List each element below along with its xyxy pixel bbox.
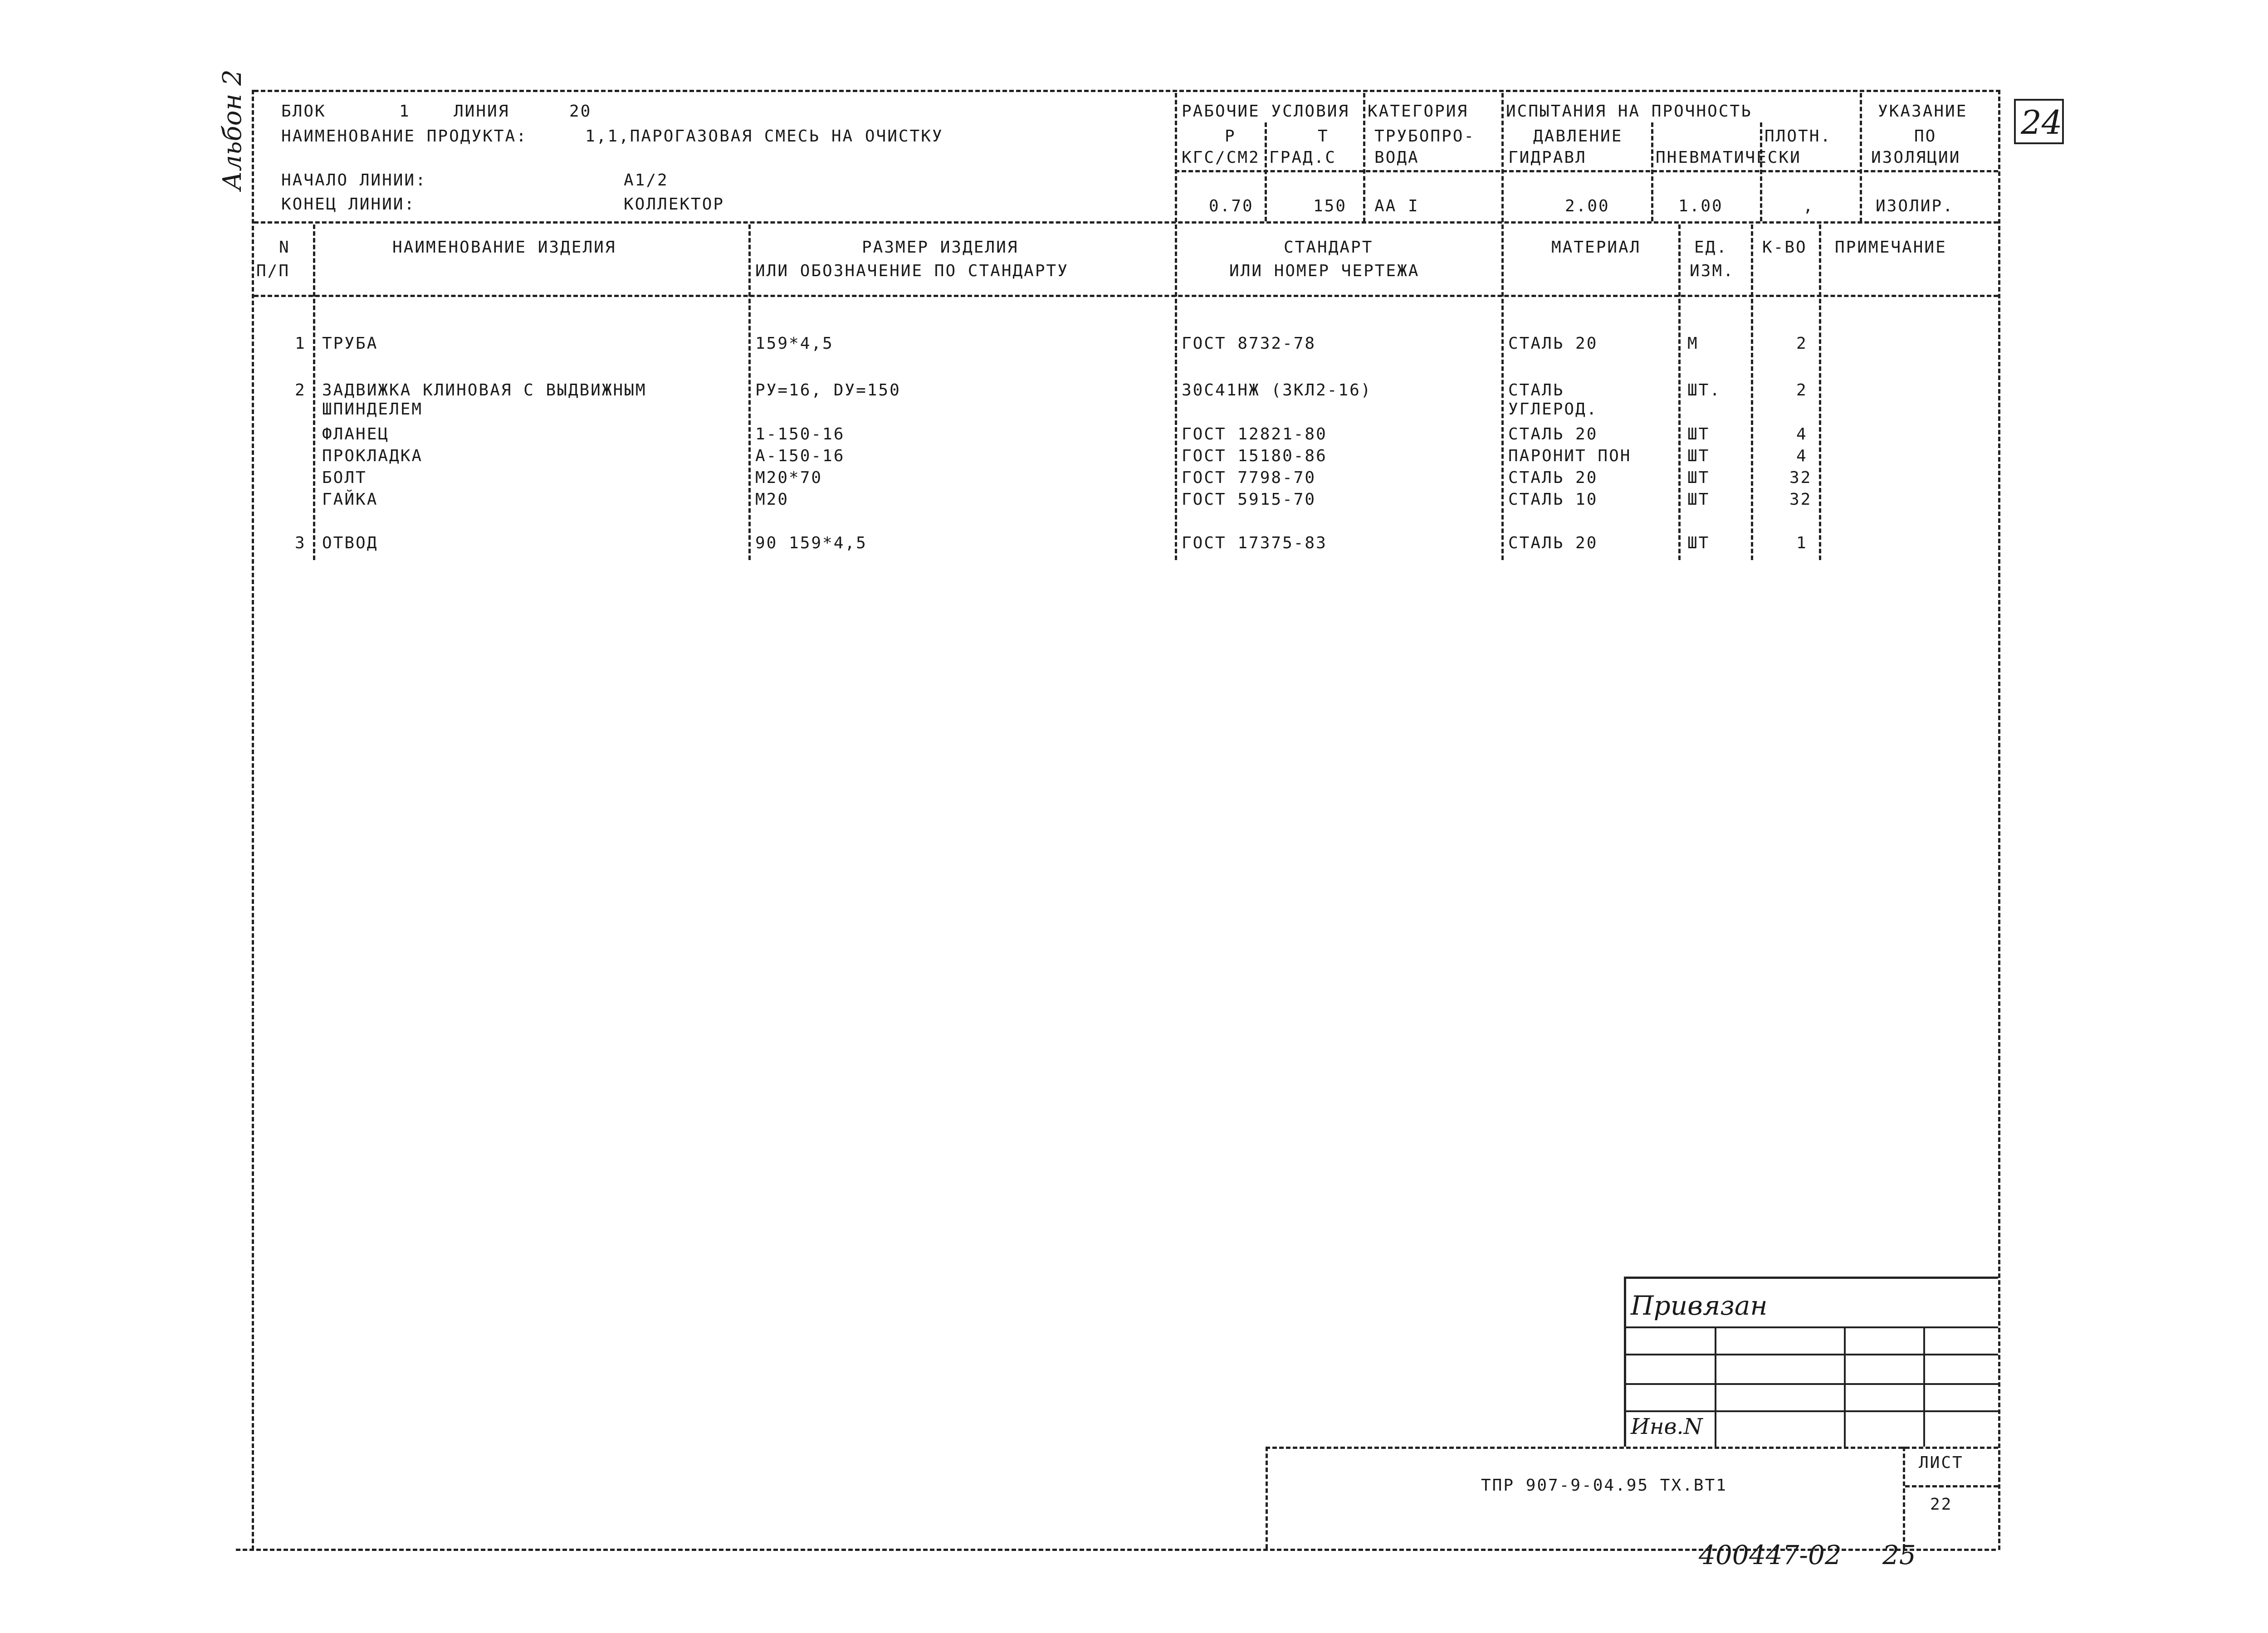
stamp-grid-h3 [1624,1383,1998,1385]
end-label: КОНЕЦ ЛИНИИ: [281,195,416,214]
tests-title: ИСПЫТАНИЯ НА ПРОЧНОСТЬ [1506,102,1752,121]
product-value: 1,1,ПАРОГАЗОВАЯ СМЕСЬ НА ОЧИСТКУ [585,127,943,146]
value-density: , [1803,197,1814,215]
row-qty: 32 [1789,490,1812,509]
row-material: СТАЛЬ 10 [1508,490,1598,509]
row-material: УГЛЕРОД. [1508,400,1598,419]
block-label: БЛОК [281,102,326,121]
row-unit: ШТ. [1687,381,1721,400]
pneumatic-label: ПНЕВМАТИЧЕСКИ [1656,148,1801,167]
row-name: ОТВОД [322,534,378,552]
header-div-pn [1760,122,1762,221]
col-div-name [748,224,751,560]
sheet-number-box-value: 24 [2021,103,2063,141]
line-label: ЛИНИЯ [454,102,510,121]
row-qty: 4 [1796,425,1808,444]
col-note: ПРИМЕЧАНИЕ [1835,238,1947,257]
category-l3: ВОДА [1374,148,1419,167]
col-std-l1: СТАНДАРТ [1284,238,1374,257]
header-div-hyd [1651,122,1653,221]
stamp-grid-v1 [1715,1326,1716,1447]
row-name: БОЛТ [322,468,367,487]
header-div-p [1265,122,1267,221]
title-block-left [1266,1447,1268,1549]
row-qty: 2 [1796,381,1808,400]
category-l1: КАТЕГОРИЯ [1368,102,1469,121]
value-pneumatic: 1.00 [1678,197,1723,215]
col-qty: К-ВО [1762,238,1807,257]
row-material: ПАРОНИТ ПОН [1508,447,1632,465]
row-unit: ШТ [1687,490,1710,509]
stamp-grid-h4 [1624,1410,1998,1412]
row-material: СТАЛЬ 20 [1508,334,1598,353]
col-size-l1: РАЗМЕР ИЗДЕЛИЯ [862,238,1019,257]
row-std: ГОСТ 7798-70 [1182,468,1316,487]
row-std: ГОСТ 15180-86 [1182,447,1327,465]
row-std: ГОСТ 8732-78 [1182,334,1316,353]
insulation-l1: УКАЗАНИЕ [1878,102,1968,121]
density-label: ПЛОТН. [1765,127,1832,146]
t-unit: ГРАД.С [1269,148,1337,167]
row-std: ГОСТ 17375-83 [1182,534,1327,552]
value-hydraulic: 2.00 [1565,197,1610,215]
footer-page: 25 [1882,1540,1916,1570]
row-qty: 1 [1796,534,1808,552]
stamp-inv-label: Инв.N [1631,1414,1703,1439]
col-size-l2: ИЛИ ОБОЗНАЧЕНИЕ ПО СТАНДАРТУ [755,262,1069,280]
stamp-privyazan-top [1624,1277,1998,1279]
frame-right [1998,90,2000,1550]
col-div-unit [1751,224,1753,560]
frame-left [252,90,254,1550]
hydraulic-label: ГИДРАВЛ [1508,148,1587,167]
row-size: 159*4,5 [755,334,834,353]
row-unit: ШТ [1687,425,1710,444]
start-value: А1/2 [624,171,669,190]
column-header-bottom [254,295,1998,297]
row-size: М20 [755,490,789,509]
col-unit-l1: ЕД. [1694,238,1728,257]
col-div-num [313,224,315,560]
stamp-grid-v3 [1923,1326,1925,1447]
product-label: НАИМЕНОВАНИЕ ПРОДУКТА: [281,127,528,146]
row-qty: 4 [1796,447,1808,465]
row-size: 1-150-16 [755,425,845,444]
col-div-material [1678,224,1681,560]
title-block-top [1266,1447,1998,1449]
row-material: СТАЛЬ 20 [1508,468,1598,487]
footer-code: 400447-02 [1699,1540,1842,1570]
row-material: СТАЛЬ [1508,381,1564,400]
frame-top [254,90,2000,92]
value-category: АА I [1374,197,1419,215]
col-num-l2: П/П [256,262,290,280]
col-num-l1: N [279,238,290,257]
header-divider-1 [1175,170,1998,172]
row-name: ГАЙКА [322,490,378,509]
row-name: ФЛАНЕЦ [322,425,390,444]
header-div-cat [1501,93,1504,222]
value-t: 150 [1313,197,1347,215]
row-name: ШПИНДЕЛЕМ [322,400,423,419]
row-num: 3 [295,534,306,552]
sheet-value: 22 [1930,1495,1953,1514]
header-bottom [254,221,1998,224]
p-unit: КГС/СМ2 [1182,148,1260,167]
row-name: ПРОКЛАДКА [322,447,423,465]
col-name: НАИМЕНОВАНИЕ ИЗДЕЛИЯ [392,238,616,257]
header-div-ins [1860,93,1862,222]
doc-code: ТПР 907-9-04.95 ТХ.ВТ1 [1481,1476,1727,1495]
row-unit: ШТ [1687,447,1710,465]
block-value: 1 [399,102,411,121]
stamp-grid-v2 [1844,1326,1846,1447]
col-unit-l2: ИЗМ. [1690,262,1735,280]
stamp-privyazan-left [1624,1277,1626,1447]
row-num: 1 [295,334,306,353]
row-size: 90 159*4,5 [755,534,867,552]
album-side-label: Альбон 2 [218,69,247,190]
row-qty: 2 [1796,334,1808,353]
col-div-qty [1819,224,1821,560]
row-name: ЗАДВИЖКА КЛИНОВАЯ С ВЫДВИЖНЫМ [322,381,647,400]
header-div-t [1363,93,1365,222]
working-conditions-title: РАБОЧИЕ УСЛОВИЯ [1182,102,1350,121]
title-block-sheet-div [1903,1447,1905,1549]
row-material: СТАЛЬ 20 [1508,425,1598,444]
col-div-std [1501,224,1504,560]
end-value: КОЛЛЕКТОР [624,195,725,214]
header-div-main [1175,93,1177,222]
stamp-privyazan-label: Привязан [1631,1290,1768,1321]
row-qty: 32 [1789,468,1812,487]
row-size: М20*70 [755,468,823,487]
row-unit: ШТ [1687,468,1710,487]
col-div-size [1175,224,1177,560]
row-unit: ШТ [1687,534,1710,552]
insulation-l2: ПО [1914,127,1937,146]
stamp-grid-h2 [1624,1354,1998,1355]
col-std-l2: ИЛИ НОМЕР ЧЕРТЕЖА [1229,262,1420,280]
insulation-l3: ИЗОЛЯЦИИ [1871,148,1961,167]
row-material: СТАЛЬ 20 [1508,534,1598,552]
start-label: НАЧАЛО ЛИНИИ: [281,171,427,190]
row-std: ГОСТ 12821-80 [1182,425,1327,444]
value-p: 0.70 [1209,197,1254,215]
p-label: Р [1225,127,1236,146]
row-std: 30С41НЖ (ЗКЛ2-16) [1182,381,1372,400]
row-size: А-150-16 [755,447,845,465]
col-material: МАТЕРИАЛ [1551,238,1641,257]
stamp-grid-h1 [1624,1326,1998,1328]
title-block-sheet-h [1905,1485,1998,1487]
line-value: 20 [569,102,592,121]
value-insulation: ИЗОЛИР. [1876,197,1954,215]
row-num: 2 [295,381,306,400]
pressure-label: ДАВЛЕНИЕ [1533,127,1623,146]
row-size: РУ=16, DУ=150 [755,381,901,400]
category-l2: ТРУБОПРО- [1374,127,1476,146]
sheet-label: ЛИСТ [1919,1453,1964,1472]
row-name: ТРУБА [322,334,378,353]
row-unit: М [1687,334,1699,353]
row-std: ГОСТ 5915-70 [1182,490,1316,509]
t-label: Т [1318,127,1329,146]
